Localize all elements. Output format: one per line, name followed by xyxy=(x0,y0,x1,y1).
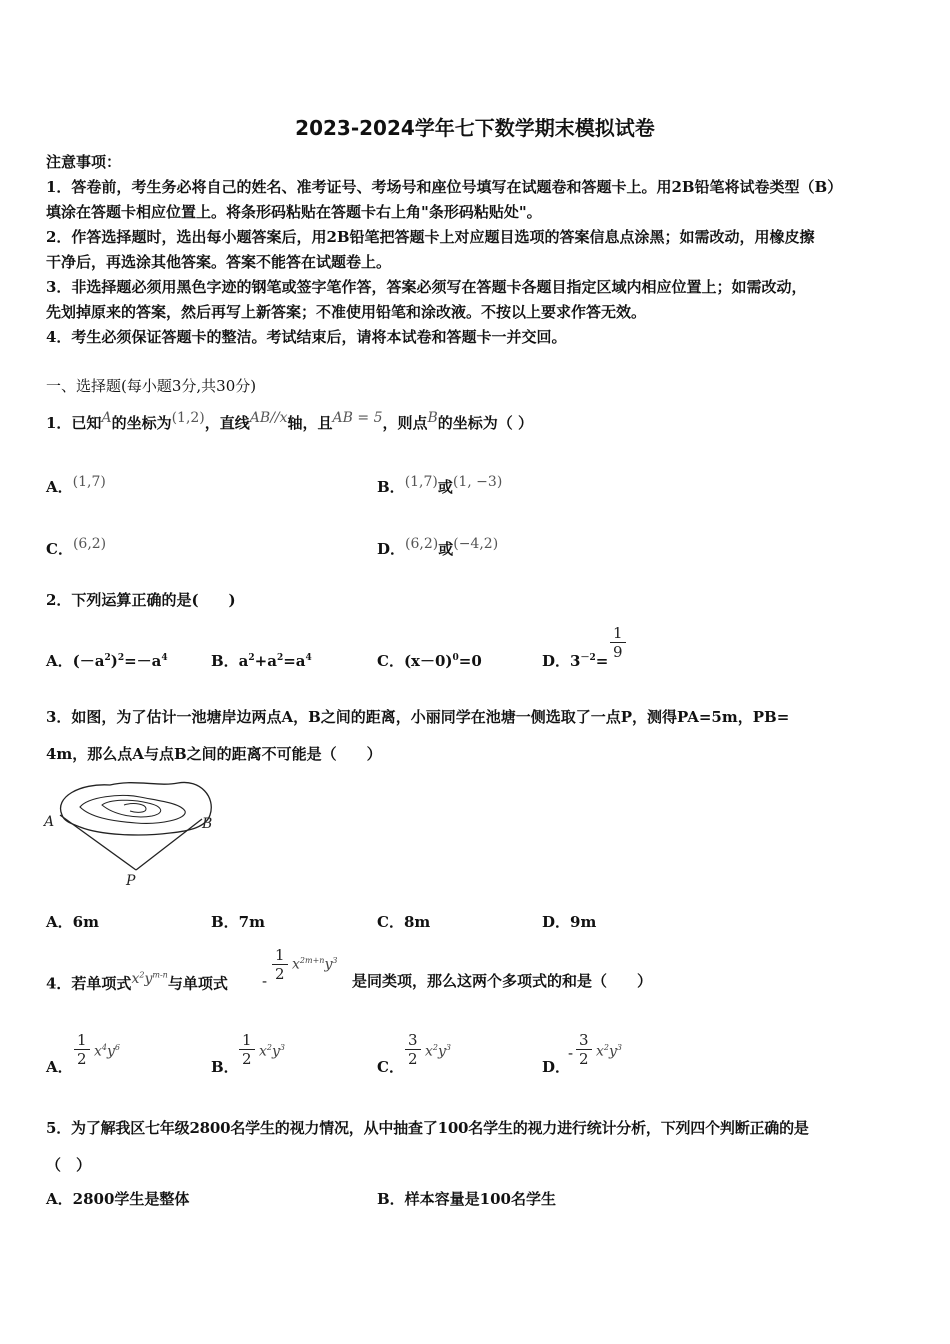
q4-a-term: $x^4y^6$ xyxy=(94,1043,121,1060)
q5-option-b: B．样本容量是100名学生 xyxy=(377,1190,556,1208)
segment-pa xyxy=(60,815,136,870)
notice-line: 3．非选择题必须用黑色字迹的钢笔或签字笔作答，答案必须写在答题卡各题目指定区域内相应位置上；如需改动， xyxy=(46,278,807,296)
question-1-stem: 1．已知A的坐标为(1,2)，直线AB//x轴，且AB = 5，则点B的坐标为（ ） xyxy=(46,410,534,432)
question-4-stem: 4．若单项式$x^2y^{m-n}$与单项式 xyxy=(46,970,228,993)
point-p-label: P xyxy=(126,873,136,889)
q3-option-a: A．6m xyxy=(46,913,99,931)
q1-option-c: C．(6,2) xyxy=(46,536,107,558)
q4-d-neg-sign: - xyxy=(568,1044,574,1062)
q4-a-fraction: $\frac{1}{2}$ xyxy=(74,1031,90,1068)
question-5-line: （ ） xyxy=(46,1156,92,1174)
question-3-line: 3．如图，为了估计一池塘岸边两点A，B之间的距离，小丽同学在池塘一侧选取了一点P，测得PA=5m，PB= xyxy=(46,708,790,726)
q1-option-d: D．(6,2)或(−4,2) xyxy=(377,536,499,558)
q5-option-a: A．2800学生是整体 xyxy=(46,1190,190,1208)
q2-d-fraction: $\frac{1}{9}$ xyxy=(610,624,626,661)
q4-c-fraction: $\frac{3}{2}$ xyxy=(405,1031,421,1068)
q4-fraction: $\frac{1}{2}$ xyxy=(272,946,288,983)
pond-ripple xyxy=(80,795,185,823)
notice-line: 先划掉原来的答案，然后再写上新答案；不准使用铅笔和涂改液。不按以上要求作答无效。 xyxy=(46,303,647,321)
q4-d-fraction: $\frac{3}{2}$ xyxy=(576,1031,592,1068)
q2-option-d: D．$3^{-2}=$ xyxy=(542,652,609,670)
q2-option-a: A．$(-a^2)^2=-a^4$ xyxy=(46,652,168,670)
notice-line: 2．作答选择题时，选出每小题答案后，用2B铅笔把答题卡上对应题目选项的答案信息点涂黑；如需改动，用橡皮擦 xyxy=(46,228,815,246)
q2-option-c: C．$(x-0)^0=0$ xyxy=(377,652,482,670)
q4-d-term: $x^2y^3$ xyxy=(596,1043,623,1060)
q1-option-b: B．(1,7)或(1, −3) xyxy=(377,474,503,496)
point-b-label: B xyxy=(202,816,213,832)
notice-line: 1．答卷前，考生务必将自己的姓名、准考证号、考场号和座位号填写在试题卷和答题卡上。用2B铅笔将试卷类型（B） xyxy=(46,178,843,196)
q3-option-d: D．9m xyxy=(542,913,597,931)
pond-outline xyxy=(61,782,212,835)
notice-line: 4．考生必须保证答题卡的整洁。考试结束后，请将本试卷和答题卡一并交回。 xyxy=(46,328,567,346)
q1-option-a: A．(1,7) xyxy=(46,474,106,496)
q2-option-b: B．$a^2+a^2=a^4$ xyxy=(211,652,312,670)
q4-b-term: $x^2y^3$ xyxy=(259,1043,286,1060)
q4-neg-sign: - xyxy=(262,972,268,990)
segment-pb xyxy=(136,819,202,870)
point-a-label: A xyxy=(44,814,55,830)
q4-c-term: $x^2y^3$ xyxy=(425,1043,452,1060)
q4-option-c-label: C． xyxy=(377,1058,404,1076)
q4-option-b-label: B． xyxy=(211,1058,239,1076)
notice-line: 填涂在答题卡相应位置上。将条形码粘贴在答题卡右上角"条形码粘贴处"。 xyxy=(46,203,542,221)
question-2-stem: 2．下列运算正确的是( ) xyxy=(46,591,236,609)
q4-option-a-label: A． xyxy=(46,1058,73,1076)
section-heading: 一、选择题(每小题3分,共30分) xyxy=(46,377,257,395)
notice-heading: 注意事项： xyxy=(46,153,122,171)
q4-option-d-label: D． xyxy=(542,1058,571,1076)
notice-line: 干净后，再选涂其他答案。答案不能答在试题卷上。 xyxy=(46,253,392,271)
pond-ripple xyxy=(102,800,161,817)
question-5-line: 5．为了解我区七年级2800名学生的视力情况，从中抽查了100名学生的视力进行统计分析，下列四个判断正确的是 xyxy=(46,1119,809,1137)
q3-option-b: B．7m xyxy=(211,913,265,931)
question-3-line: 4m，那么点A与点B之间的距离不可能是（ ） xyxy=(46,745,382,763)
q4-b-fraction: $\frac{1}{2}$ xyxy=(239,1031,255,1068)
pond-ripple xyxy=(124,804,146,813)
page-title: 2023-2024学年七下数学期末模拟试卷 xyxy=(295,116,655,140)
q4-monomial-2: $x^{2m+n}y^3$ xyxy=(292,956,338,973)
pond-figure xyxy=(40,775,230,890)
question-4-tail: 是同类项，那么这两个多项式的和是（ ） xyxy=(352,972,653,990)
q3-option-c: C．8m xyxy=(377,913,431,931)
